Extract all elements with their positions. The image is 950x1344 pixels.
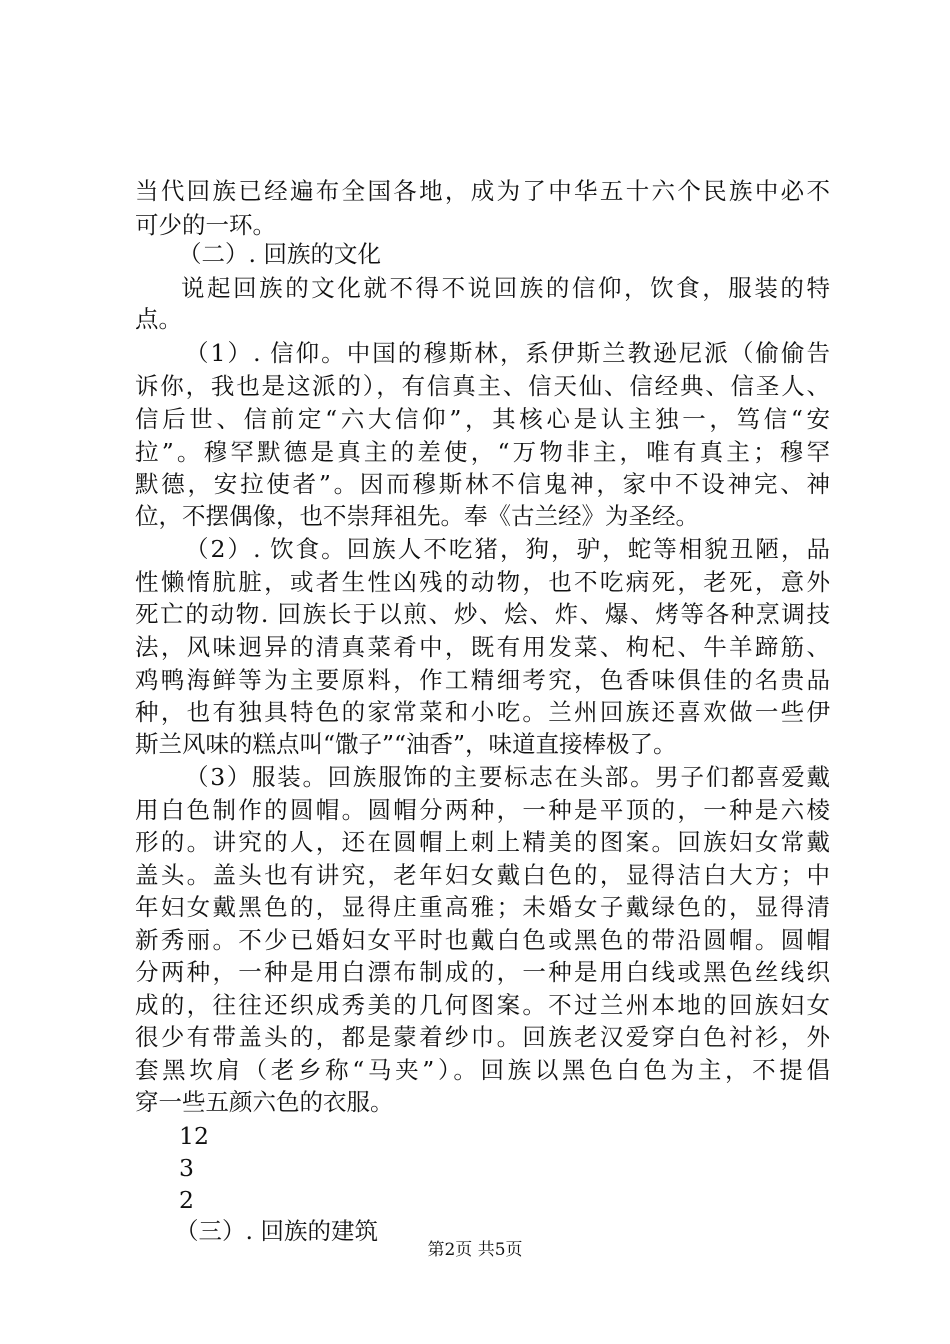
text-line: 说起回族的文化就不得不说回族的信仰，饮食，服装的特 bbox=[181, 274, 830, 302]
text-line: 成的，往往还织成秀美的几何图案。不过兰州本地的回族妇女 bbox=[135, 991, 830, 1019]
text-line: 点。 bbox=[135, 305, 182, 333]
text-line: 年妇女戴黑色的，显得庄重高雅；未婚女子戴绿色的，显得清 bbox=[135, 893, 830, 921]
text-line: 可少的一环。 bbox=[135, 211, 276, 239]
text-line: 盖头。盖头也有讲究，老年妇女戴白色的，显得洁白大方；中 bbox=[135, 861, 830, 889]
stray-number: 3 bbox=[179, 1154, 194, 1182]
text-line: 分两种，一种是用白漂布制成的，一种是用白线或黑色丝线织 bbox=[135, 958, 830, 986]
page-number-label: 第2页 共5页 bbox=[427, 1240, 523, 1260]
text-line: 种，也有独具特色的家常菜和小吃。兰州回族还喜欢做一些伊 bbox=[135, 698, 830, 726]
text-line: 法，风味迥异的清真菜肴中，既有用发菜、枸杞、牛羊蹄筋、 bbox=[135, 633, 830, 661]
text-line: （1）. 信仰。中国的穆斯林，系伊斯兰教逊尼派（偷偷告 bbox=[185, 339, 830, 367]
text-line: 诉你，我也是这派的），有信真主、信天仙、信经典、信圣人、 bbox=[135, 372, 830, 400]
text-line: 套黑坎肩（老乡称“马夹”）。回族以黑色白色为主，不提倡 bbox=[135, 1056, 830, 1084]
text-line: 默德，安拉使者”。因而穆斯林不信鬼神，家中不设神完、神 bbox=[135, 470, 830, 498]
text-line: 用白色制作的圆帽。圆帽分两种，一种是平顶的，一种是六棱 bbox=[135, 796, 830, 824]
text-line: 信后世、信前定“六大信仰”，其核心是认主独一，笃信“安 bbox=[135, 405, 830, 433]
text-line: 形的。讲究的人，还在圆帽上刺上精美的图案。回族妇女常戴 bbox=[135, 828, 830, 856]
text-line: 鸡鸭海鲜等为主要原料，作工精细考究，色香味俱佳的名贵品 bbox=[135, 666, 830, 694]
text-line: 斯兰风味的糕点叫“馓子”“油香”，味道直接棒极了。 bbox=[135, 730, 677, 758]
page-footer bbox=[0, 1238, 950, 1262]
text-line: 当代回族已经遍布全国各地，成为了中华五十六个民族中必不 bbox=[135, 177, 830, 205]
stray-number: 2 bbox=[179, 1186, 194, 1214]
text-line: （3）服装。回族服饰的主要标志在头部。男子们都喜爱戴 bbox=[185, 763, 830, 791]
text-line: 位，不摆偶像，也不崇拜祖先。奉《古兰经》为圣经。 bbox=[135, 502, 699, 530]
text-line: 死亡的动物. 回族长于以煎、炒、烩、炸、爆、烤等各种烹调技 bbox=[135, 600, 830, 628]
section-heading: （三）. 回族的建筑 bbox=[175, 1217, 378, 1245]
text-line: 性懒惰肮脏，或者生性凶残的动物，也不吃病死，老死，意外 bbox=[135, 568, 830, 596]
text-line: 很少有带盖头的，都是蒙着纱巾。回族老汉爱穿白色衬衫，外 bbox=[135, 1023, 830, 1051]
text-line: 拉”。穆罕默德是真主的差使，“万物非主，唯有真主；穆罕 bbox=[135, 438, 830, 466]
stray-number: 12 bbox=[179, 1122, 209, 1150]
text-line: 穿一些五颜六色的衣服。 bbox=[135, 1088, 394, 1116]
text-line: （2）. 饮食。回族人不吃猪，狗，驴，蛇等相貌丑陋，品 bbox=[185, 535, 830, 563]
text-line: 新秀丽。不少已婚妇女平时也戴白色或黑色的带沿圆帽。圆帽 bbox=[135, 926, 830, 954]
section-heading: （二）. 回族的文化 bbox=[178, 240, 381, 268]
